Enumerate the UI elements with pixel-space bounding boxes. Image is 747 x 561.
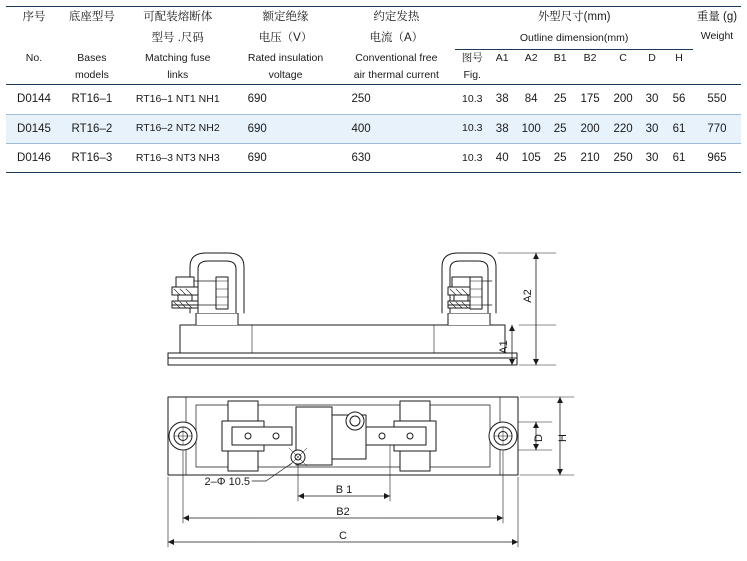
cell-fuse: RT16–3 NT3 NH3 [122, 144, 234, 173]
cell-c: 220 [607, 114, 639, 143]
cell-d: 30 [639, 114, 665, 143]
header-fig-en: Fig. [463, 69, 481, 82]
table-row [6, 144, 741, 173]
cell-h: 61 [665, 144, 693, 173]
label-a2: A2 [522, 289, 534, 303]
cell-base: RT16–1 [62, 85, 122, 114]
header-dim-a2: A2 [524, 52, 538, 64]
plan-view [168, 397, 518, 481]
header-voltage-en1: Rated insulation [247, 51, 324, 64]
header-dim-c: C [619, 52, 627, 64]
header-current-cn1: 约定发热 [373, 11, 420, 23]
label-h: H [557, 434, 569, 442]
header-base-cn2 [62, 27, 122, 49]
cell-weight: 965 [693, 144, 741, 173]
header-fuse-cn2: 型号 .尺码 [151, 32, 204, 45]
header-fuse-en1: Matching fuse [145, 51, 211, 64]
cell-weight: 770 [693, 114, 741, 143]
cell-fig: 10.3 [455, 114, 489, 143]
header-current-cn2: 电流（A） [369, 32, 424, 45]
left-contact-clamp [172, 253, 244, 313]
cell-weight: 550 [693, 85, 741, 114]
header-base-en2: models [74, 69, 109, 82]
cell-a2: 105 [515, 144, 547, 173]
cell-no: D0144 [6, 85, 62, 114]
cell-voltage: 690 [234, 85, 338, 114]
header-outline-cn: 外型尺寸(mm) [537, 11, 611, 23]
header-dim-a1: A1 [495, 52, 509, 64]
label-c: C [339, 530, 347, 542]
cell-b2: 200 [573, 114, 607, 143]
cell-a2: 84 [515, 85, 547, 114]
table-header-row-cn [6, 7, 741, 28]
header-dim-d: D [648, 52, 656, 64]
cell-no: D0146 [6, 144, 62, 173]
cell-h: 56 [665, 85, 693, 114]
header-fuse-cn1: 可配装熔断体 [143, 11, 213, 23]
header-current-en1: Conventional free [355, 51, 438, 64]
cell-b2: 210 [573, 144, 607, 173]
cell-current: 250 [337, 85, 455, 114]
cell-voltage: 690 [234, 114, 338, 143]
cell-no: D0145 [6, 114, 62, 143]
header-weight-blank2 [693, 67, 741, 85]
header-no-blank [6, 27, 62, 49]
specifications-table [6, 6, 741, 173]
table-header-row-2 [6, 27, 741, 49]
label-b2: B2 [336, 506, 350, 518]
header-dim-b1-blank [547, 67, 573, 85]
header-voltage-cn2: 电压（V） [258, 32, 313, 45]
cell-d: 30 [639, 144, 665, 173]
right-contact-clamp [442, 253, 496, 313]
header-weight-en: Weight [700, 30, 734, 43]
cell-fig: 10.3 [455, 85, 489, 114]
header-dim-c-blank [607, 67, 639, 85]
label-mounting-holes: 2–Φ 10.5 [204, 476, 250, 488]
header-no-cn: 序号 [22, 11, 46, 23]
header-weight-cn: 重量 (g) [696, 11, 738, 23]
header-fig-cn: 图号 [461, 52, 483, 64]
right-mounting-hole [489, 422, 517, 450]
header-dim-b1: B1 [553, 52, 567, 64]
cell-a2: 100 [515, 114, 547, 143]
cell-a1: 38 [489, 85, 515, 114]
cell-a1: 40 [489, 144, 515, 173]
front-elevation-view [168, 253, 517, 365]
cell-base: RT16–3 [62, 144, 122, 173]
header-dim-h: H [675, 52, 683, 64]
header-voltage-cn1: 额定绝缘 [262, 11, 309, 23]
cell-fuse: RT16–2 NT2 NH2 [122, 114, 234, 143]
table-row [6, 114, 741, 143]
header-dim-a2-blank [515, 67, 547, 85]
header-no-en2 [6, 67, 62, 85]
header-dim-b2: B2 [583, 52, 597, 64]
header-fuse-en2: links [167, 69, 189, 82]
header-dim-a1-blank [489, 67, 515, 85]
cell-current: 630 [337, 144, 455, 173]
cell-d: 30 [639, 85, 665, 114]
cell-b1: 25 [547, 144, 573, 173]
cell-b1: 25 [547, 85, 573, 114]
left-mounting-hole [169, 422, 197, 450]
label-b1: B 1 [335, 484, 353, 496]
cell-h: 61 [665, 114, 693, 143]
header-current-en2: air thermal current [353, 69, 439, 82]
technical-drawing [0, 205, 747, 561]
cell-c: 200 [607, 85, 639, 114]
header-base-en1: Bases [77, 51, 107, 64]
header-dim-h-blank [665, 67, 693, 85]
header-outline-en: Outline dimension(mm) [455, 27, 693, 49]
cell-b1: 25 [547, 114, 573, 143]
header-dim-b2-blank [573, 67, 607, 85]
header-no-en: No. [25, 51, 43, 64]
cell-b2: 175 [573, 85, 607, 114]
label-a1: A1 [498, 340, 510, 354]
header-dim-d-blank [639, 67, 665, 85]
cell-voltage: 690 [234, 144, 338, 173]
cell-c: 250 [607, 144, 639, 173]
cell-fig: 10.3 [455, 144, 489, 173]
header-voltage-en2: voltage [268, 69, 303, 82]
cell-a1: 38 [489, 114, 515, 143]
header-base-cn: 底座型号 [68, 11, 115, 23]
label-d: D [533, 434, 545, 442]
table-row [6, 85, 741, 114]
cell-current: 400 [337, 114, 455, 143]
cell-fuse: RT16–1 NT1 NH1 [122, 85, 234, 114]
cell-base: RT16–2 [62, 114, 122, 143]
header-weight-blank [693, 50, 741, 68]
table-header-row-en [6, 50, 741, 68]
table-header-row-en2 [6, 67, 741, 85]
